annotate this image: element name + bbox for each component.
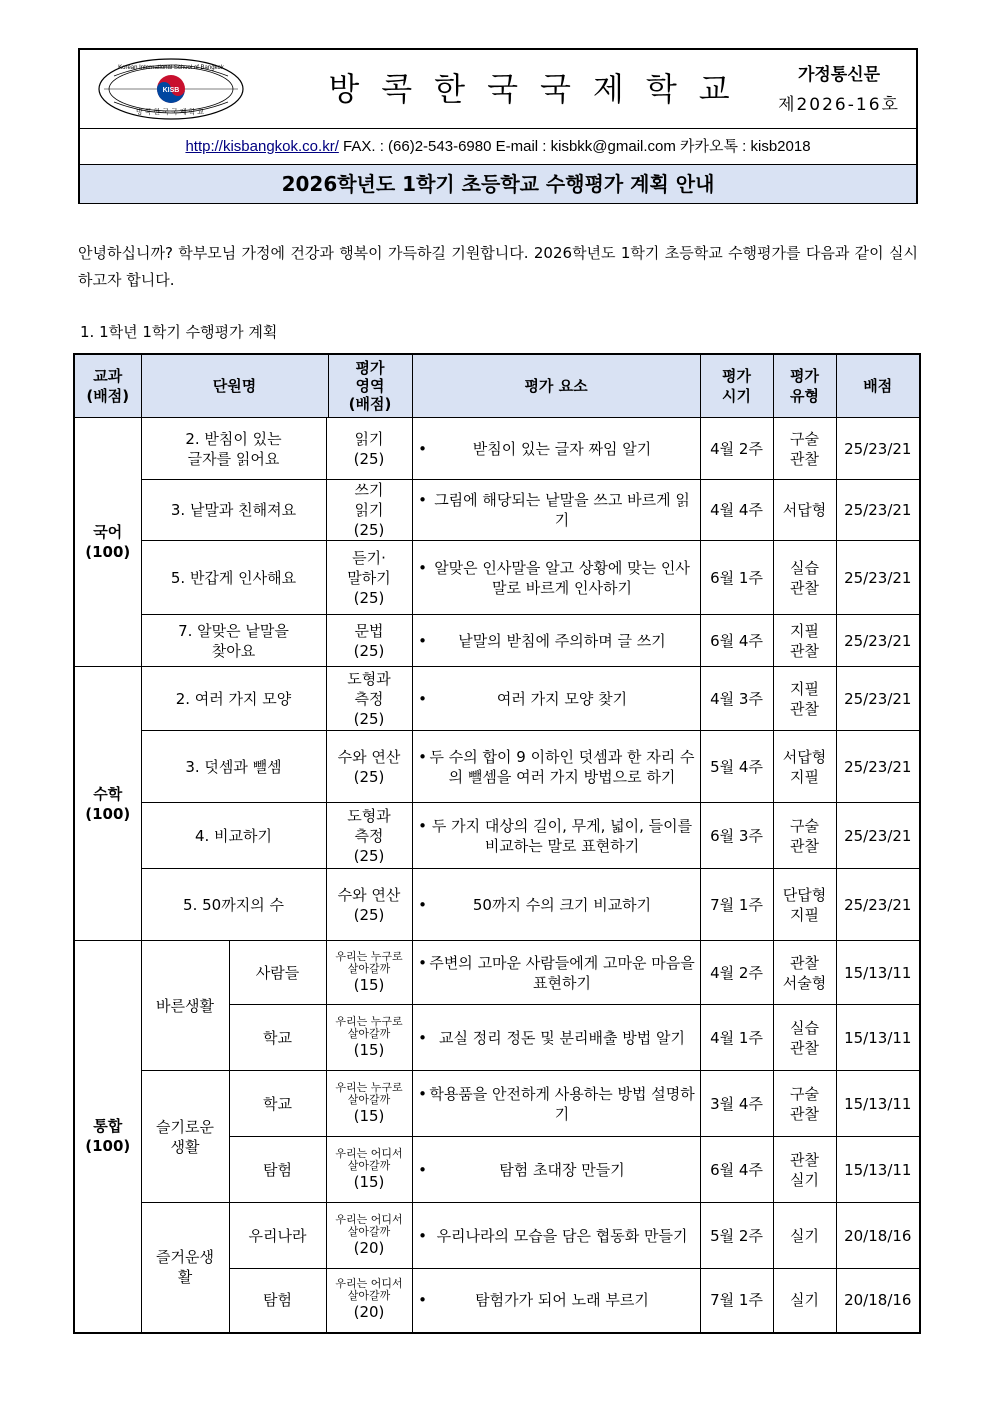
area-cell: 우리는 누구로 살아갈까 (15) xyxy=(326,941,412,1005)
table-row xyxy=(74,615,920,667)
area-cell: 수와 연산 (25) xyxy=(326,731,412,803)
header-type: 평가 유형 xyxy=(773,354,836,418)
bullet-icon: • xyxy=(418,558,427,577)
table-row xyxy=(74,941,920,1005)
time-cell: 4월 3주 xyxy=(700,667,773,731)
element-cell: • 두 가지 대상의 길이, 무게, 넓이, 들이를 비교하는 말로 표현하기 xyxy=(412,803,700,869)
unit-cell: 3. 낱말과 친해져요 xyxy=(141,480,326,541)
time-cell: 6월 4주 xyxy=(700,1137,773,1203)
bullet-icon: • xyxy=(418,491,427,509)
logo-text-bottom: 방콕한국국제학교 xyxy=(135,108,207,116)
table-row xyxy=(74,1071,920,1137)
time-cell: 3월 4주 xyxy=(700,1071,773,1137)
element-cell: • 학용품을 안전하게 사용하는 방법 설명하기 xyxy=(412,1071,700,1137)
score-cell: 25/23/21 xyxy=(836,731,920,803)
header-subject: 교과 (배점) xyxy=(74,354,141,418)
area-cell: 우리는 어디서 살아갈까 (15) xyxy=(326,1137,412,1203)
type-cell: 서답형 xyxy=(773,480,836,541)
bullet-icon: • xyxy=(418,1226,427,1245)
table-row xyxy=(74,869,920,941)
unit-cell: 2. 여러 가지 모양 xyxy=(141,667,326,731)
unit-cell: 탐험 xyxy=(229,1269,326,1333)
score-cell: 15/13/11 xyxy=(836,941,920,1005)
table-row xyxy=(74,418,920,480)
group-cell: 바른생활 xyxy=(141,941,229,1071)
area-cell: 도형과 측정 (25) xyxy=(326,803,412,869)
table-row xyxy=(74,731,920,803)
area-cell: 듣기· 말하기 (25) xyxy=(326,541,412,615)
score-cell: 25/23/21 xyxy=(836,869,920,941)
type-cell: 구술 관찰 xyxy=(773,803,836,869)
unit-cell: 우리나라 xyxy=(229,1203,326,1269)
header-element: 평가 요소 xyxy=(412,354,700,418)
type-cell: 구술 관찰 xyxy=(773,1071,836,1137)
bullet-icon: • xyxy=(418,1291,427,1310)
bullet-icon: • xyxy=(418,439,427,458)
type-cell: 단답형 지필 xyxy=(773,869,836,941)
element-cell: • 탐험 초대장 만들기 xyxy=(412,1137,700,1203)
bullet-icon: • xyxy=(418,1160,427,1179)
unit-cell: 학교 xyxy=(229,1071,326,1137)
type-cell: 실습 관찰 xyxy=(773,541,836,615)
area-cell: 우리는 누구로 살아갈까 (15) xyxy=(326,1005,412,1071)
element-cell: • 우리나라의 모습을 담은 협동화 만들기 xyxy=(412,1203,700,1269)
bullet-icon: • xyxy=(418,1084,427,1103)
logo-text-mid: KISB xyxy=(162,87,180,94)
element-cell: • 50까지 수의 크기 비교하기 xyxy=(412,869,700,941)
unit-cell: 5. 반갑게 인사해요 xyxy=(141,541,326,615)
element-cell: • 교실 정리 정돈 및 분리배출 방법 알기 xyxy=(412,1005,700,1071)
subject-integrated: 통합 (100) xyxy=(74,941,141,1333)
area-cell: 쓰기 읽기 (25) xyxy=(326,480,412,541)
time-cell: 5월 4주 xyxy=(700,731,773,803)
time-cell: 6월 4주 xyxy=(700,615,773,667)
assessment-plan-table xyxy=(73,353,921,1334)
area-cell: 우리는 어디서 살아갈까 (20) xyxy=(326,1269,412,1333)
unit-cell: 사람들 xyxy=(229,941,326,1005)
bullet-icon: • xyxy=(418,1028,427,1047)
type-cell: 관찰 서술형 xyxy=(773,941,836,1005)
newsletter-label: 가정통신문 xyxy=(797,65,881,85)
unit-cell: 7. 알맞은 낱말을 찾아요 xyxy=(141,615,326,667)
score-cell: 25/23/21 xyxy=(836,480,920,541)
header-box xyxy=(78,48,918,204)
element-cell: • 탐험가가 되어 노래 부르기 xyxy=(412,1269,700,1333)
time-cell: 6월 1주 xyxy=(700,541,773,615)
group-cell: 즐거운생 활 xyxy=(141,1203,229,1333)
element-cell: • 두 수의 합이 9 이하인 덧셈과 한 자리 수의 뺄셈을 여러 가지 방법으로 하기 xyxy=(412,731,700,803)
bullet-icon: • xyxy=(418,631,427,650)
score-cell: 25/23/21 xyxy=(836,803,920,869)
time-cell: 4월 1주 xyxy=(700,1005,773,1071)
area-cell: 우리는 어디서 살아갈까 (20) xyxy=(326,1203,412,1269)
element-cell: • 낱말의 받침에 주의하며 글 쓰기 xyxy=(412,615,700,667)
header-time: 평가 시기 xyxy=(700,354,773,418)
score-cell: 25/23/21 xyxy=(836,667,920,731)
time-cell: 4월 2주 xyxy=(700,941,773,1005)
unit-cell: 2. 받침이 있는 글자를 읽어요 xyxy=(141,418,326,480)
header-area: 평가 영역 (배점) xyxy=(348,359,392,413)
unit-cell: 학교 xyxy=(229,1005,326,1071)
score-cell: 15/13/11 xyxy=(836,1071,920,1137)
type-cell: 구술 관찰 xyxy=(773,418,836,480)
table-row xyxy=(74,803,920,869)
group-cell: 슬기로운 생활 xyxy=(141,1071,229,1203)
bullet-icon: • xyxy=(418,953,427,972)
type-cell: 실기 xyxy=(773,1203,836,1269)
bullet-icon: • xyxy=(418,895,427,914)
bullet-icon: • xyxy=(418,816,427,835)
area-cell: 도형과 측정 (25) xyxy=(326,667,412,731)
table-row xyxy=(74,1203,920,1269)
area-cell: 수와 연산 (25) xyxy=(326,869,412,941)
type-cell: 지필 관찰 xyxy=(773,667,836,731)
header-row xyxy=(74,354,920,418)
bullet-icon: • xyxy=(418,689,427,708)
score-cell: 15/13/11 xyxy=(836,1005,920,1071)
document-title: 2026학년도 1학기 초등학교 수행평가 계획 안내 xyxy=(80,164,916,203)
score-cell: 25/23/21 xyxy=(836,615,920,667)
type-cell: 서답형 지필 xyxy=(773,731,836,803)
element-cell: • 알맞은 인사말을 알고 상황에 맞는 인사말로 바르게 인사하기 xyxy=(412,541,700,615)
table-row xyxy=(74,480,920,541)
area-cell: 읽기 (25) xyxy=(326,418,412,480)
score-cell: 20/18/16 xyxy=(836,1203,920,1269)
time-cell: 6월 3주 xyxy=(700,803,773,869)
time-cell: 4월 4주 xyxy=(700,480,773,541)
header-unit: 단원명 xyxy=(142,355,329,417)
intro-paragraph: 안녕하십니까? 학부모님 가정에 건강과 행복이 가득하길 기원합니다. 2026학년도 1학기 초등학교 수행평가를 다음과 같이 실시하고자 합니다. xyxy=(78,244,918,289)
time-cell: 7월 1주 xyxy=(700,1269,773,1333)
unit-cell: 탐험 xyxy=(229,1137,326,1203)
area-cell: 우리는 누구로 살아갈까 (15) xyxy=(326,1071,412,1137)
subject-korean: 국어 (100) xyxy=(74,418,141,667)
header-top xyxy=(80,50,916,128)
type-cell: 관찰 실기 xyxy=(773,1137,836,1203)
bullet-icon: • xyxy=(418,747,427,766)
contact-details: FAX. : (66)2-543-6980 E-mail : kisbkk@gmail.com 카카오톡 : kisb2018 xyxy=(338,138,811,155)
score-cell: 25/23/21 xyxy=(836,418,920,480)
unit-cell: 4. 비교하기 xyxy=(141,803,326,869)
school-name: 방콕한국국제학교 xyxy=(328,70,752,108)
time-cell: 7월 1주 xyxy=(700,869,773,941)
website-link[interactable]: http://kisbangkok.co.kr/ xyxy=(185,138,339,155)
type-cell: 지필 관찰 xyxy=(773,615,836,667)
logo-text-top: Korean International School of Bangkok xyxy=(118,65,224,71)
element-cell: • 주변의 고마운 사람들에게 고마운 마음을 표현하기 xyxy=(412,941,700,1005)
table-row xyxy=(74,667,920,731)
header-unit-area xyxy=(141,354,412,418)
score-cell: 15/13/11 xyxy=(836,1137,920,1203)
unit-cell: 5. 50까지의 수 xyxy=(141,869,326,941)
type-cell: 실기 xyxy=(773,1269,836,1333)
unit-cell: 3. 덧셈과 뺄셈 xyxy=(141,731,326,803)
section-title: 1. 1학년 1학기 수행평가 계획 xyxy=(80,323,278,341)
school-logo-icon xyxy=(96,56,246,122)
area-cell: 문법 (25) xyxy=(326,615,412,667)
score-cell: 25/23/21 xyxy=(836,541,920,615)
time-cell: 4월 2주 xyxy=(700,418,773,480)
table-row xyxy=(74,541,920,615)
time-cell: 5월 2주 xyxy=(700,1203,773,1269)
element-cell: • 여러 가지 모양 찾기 xyxy=(412,667,700,731)
newsletter-number: 제2026-16호 xyxy=(778,95,900,115)
score-cell: 20/18/16 xyxy=(836,1269,920,1333)
element-cell: • 그림에 해당되는 낱말을 쓰고 바르게 읽기 xyxy=(412,480,700,541)
subject-math: 수학 (100) xyxy=(74,667,141,941)
type-cell: 실습 관찰 xyxy=(773,1005,836,1071)
header-score: 배점 xyxy=(836,354,920,418)
contact-line xyxy=(80,128,916,165)
element-cell: • 받침이 있는 글자 짜임 알기 xyxy=(412,418,700,480)
